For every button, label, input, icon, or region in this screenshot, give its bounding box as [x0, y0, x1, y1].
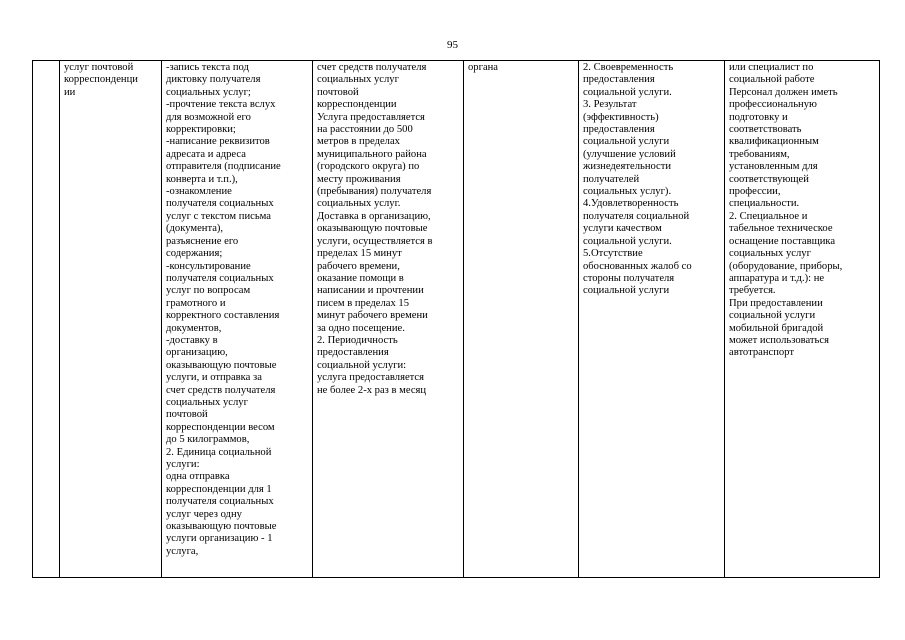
cell-text-line: не более 2-х раз в месяц [317, 384, 427, 396]
cell-text-line: конверта и т.п.), [166, 173, 238, 185]
cell-text-line: -ознакомление [166, 186, 232, 198]
cell-text-line: социальных услуг [166, 396, 248, 408]
cell-text-line: услуг через одну [166, 508, 242, 520]
cell-text-line: социальных услуг; [166, 86, 251, 98]
cell-text-line: социальных услуг [317, 74, 399, 86]
cell-text-line: 2. Своевременность [583, 62, 674, 73]
cell-text-line: Услуга предоставляется [317, 111, 425, 123]
cell-text-line: обоснованных жалоб со [583, 260, 692, 272]
cell-text-line: ии [64, 86, 76, 98]
cell-text-line: оказывающую почтовые [317, 223, 428, 235]
cell-text-line: социальной услуги. [583, 86, 672, 98]
cell-text-line: получателя социальных [166, 198, 274, 210]
cell-text-line: адресата и адреса [166, 148, 246, 160]
cell-text-line: (оборудование, приборы, [729, 260, 843, 272]
cell-text-line: социальных услуг. [317, 198, 401, 210]
cell-text-line: (эффективность) [583, 111, 659, 123]
cell-text-line: требованиям, [729, 148, 790, 160]
cell-text-line: 2. Единица социальной [166, 446, 272, 458]
cell-text-line: стороны получателя [583, 272, 675, 284]
cell-text-line: отправителя (подписание [166, 161, 281, 173]
cell-text-line: установленным для [729, 161, 818, 173]
cell-text-line: грамотного и [166, 297, 226, 309]
cell-text-line: почтовой [317, 86, 359, 98]
page-number: 95 [447, 39, 458, 51]
cell-text-line: (пребывания) получателя [317, 186, 432, 198]
cell-text-line: Персонал должен иметь [729, 86, 838, 98]
cell-quality-indicators [579, 61, 725, 578]
cell-text-line: социальной услуги [729, 310, 816, 322]
cell-text-line: услуга, [166, 545, 199, 557]
services-table [32, 60, 880, 578]
cell-text-line: квалификационным [729, 136, 819, 148]
cell-text-line: до 5 килограммов, [166, 434, 250, 446]
cell-tariff [464, 61, 579, 578]
cell-text-line: рабочего времени, [317, 260, 400, 272]
cell-text-line: для возможной его [166, 111, 251, 123]
cell-text-line: пределах 15 минут [317, 248, 402, 260]
cell-text-line: корректного составления [166, 310, 280, 322]
cell-text-line: -написание реквизитов [166, 136, 270, 148]
cell-text-line: или специалист по [729, 62, 814, 73]
cell-text-line: 2. Периодичность [317, 334, 398, 346]
cell-text-line: (улучшение условий [583, 148, 676, 160]
cell-text-line: получателей [583, 173, 640, 185]
cell-text-line: услуги, осуществляется в [317, 235, 433, 247]
cell-text-line: содержания; [166, 248, 223, 260]
cell-text-line: соответствовать [729, 124, 802, 136]
cell-text-line: услуга предоставляется [317, 372, 424, 384]
cell-text-line: корреспонденции для 1 [166, 483, 272, 495]
cell-text-line: услуги качеством [583, 223, 662, 235]
cell-text-line: оснащение поставщика [729, 235, 836, 247]
cell-text-line: органа [468, 62, 499, 73]
cell-service-terms [313, 61, 464, 578]
cell-text-line: табельное техническое [729, 223, 833, 235]
cell-text-line: организацию, [166, 347, 228, 359]
cell-text-line: подготовку и [729, 111, 788, 123]
cell-text-line: услуги организацию - 1 [166, 533, 273, 545]
cell-text-line: социальной услуги [583, 136, 670, 148]
cell-text-line: документов, [166, 322, 222, 334]
cell-text-line: оказывающую почтовые [166, 359, 277, 371]
cell-text-line: -прочтение текста вслух [166, 99, 276, 111]
cell-text-line: услуги, и отправка за [166, 372, 262, 384]
cell-text-line: 3. Результат [583, 99, 637, 111]
cell-text-line: 4.Удовлетворенность [583, 198, 679, 210]
cell-text-line: соответствующей [729, 173, 809, 185]
cell-text-line: 5.Отсутствие [583, 248, 643, 260]
cell-text-line: одна отправка [166, 471, 230, 483]
cell-text-line: -консультирование [166, 260, 251, 272]
cell-text-line: жизнедеятельности [583, 161, 672, 173]
cell-text-line: социальных услуг [729, 248, 811, 260]
cell-text-line: услуг почтовой [64, 62, 134, 73]
cell-text-line: корреспонденци [64, 74, 138, 86]
cell-text-line: мобильной бригадой [729, 322, 824, 334]
cell-text-line: предоставления [317, 347, 389, 359]
cell-text-line: оказывающую почтовые [166, 521, 277, 533]
cell-service-content [162, 61, 313, 578]
cell-text-line: муниципального района [317, 148, 427, 160]
cell-text-line: корреспонденции [317, 99, 397, 111]
cell-service-name [60, 61, 162, 578]
cell-text-line: При предоставлении [729, 297, 823, 309]
cell-text-line: Доставка в организацию, [317, 210, 431, 222]
cell-text-line: требуется. [729, 285, 776, 297]
cell-text-line: услуги: [166, 459, 200, 470]
cell-text-line: получателя социальных [166, 496, 274, 508]
cell-text-line: социальной работе [729, 74, 815, 86]
table-row [33, 61, 880, 578]
cell-text-line: месту проживания [317, 173, 401, 185]
cell-text-line: профессиональную [729, 99, 817, 111]
cell-text-line: счет средств получателя [166, 384, 276, 396]
cell-text-line: профессии, [729, 186, 781, 198]
cell-text-line: -доставку в [166, 334, 218, 346]
cell-text-line: автотранспорт [729, 347, 794, 359]
cell-text-line: корректировки; [166, 124, 236, 136]
cell-text-line: социальной услуги: [317, 359, 407, 371]
cell-text-line: социальной услуги [583, 285, 670, 297]
cell-text-line: получателя социальной [583, 210, 690, 222]
cell-text-line: может использоваться [729, 334, 829, 346]
cell-text-line: социальной услуги. [583, 235, 672, 247]
cell-text-line: метров в пределах [317, 136, 400, 148]
cell-text-line: -запись текста под [166, 62, 249, 73]
cell-text-line: минут рабочего времени [317, 310, 428, 322]
cell-text-line: написании и прочтении [317, 285, 424, 297]
cell-text-line: аппаратура и т.д.): не [729, 272, 825, 284]
cell-text-line: разъяснение его [166, 235, 239, 247]
cell-text-line: за одно посещение. [317, 322, 405, 334]
cell-conditions [725, 61, 880, 578]
cell-text-line: услуг по вопросам [166, 285, 251, 297]
cell-text-line: получателя социальных [166, 272, 274, 284]
cell-text-line: 2. Специальное и [729, 210, 808, 222]
cell-text-line: специальности. [729, 198, 800, 210]
cell-text-line: предоставления [583, 74, 655, 86]
cell-text-line: почтовой [166, 409, 208, 421]
cell-text-line: социальных услуг). [583, 186, 672, 198]
cell-text-line: (документа), [166, 223, 224, 235]
cell-index [33, 61, 60, 578]
cell-text-line: предоставления [583, 124, 655, 136]
cell-text-line: услуг с текстом письма [166, 210, 271, 222]
cell-text-line: (городского округа) по [317, 161, 420, 173]
cell-text-line: счет средств получателя [317, 62, 427, 73]
cell-text-line: диктовку получателя [166, 74, 261, 86]
cell-text-line: писем в пределах 15 [317, 297, 410, 309]
cell-text-line: корреспонденции весом [166, 421, 275, 433]
cell-text-line: на расстоянии до 500 [317, 124, 413, 136]
cell-text-line: оказание помощи в [317, 272, 404, 284]
